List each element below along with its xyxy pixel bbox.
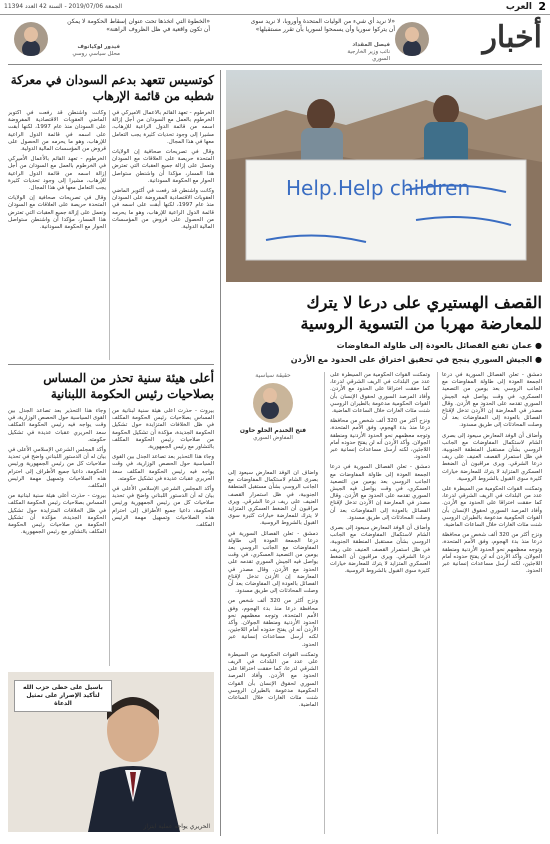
paragraph: وجاء هذا التحذير بعد تصاعد الجدل بين القوى السياسية حول الحصص الوزارية، في وقت يواجه فيه رئيس الحكومة المكلف سعد الحريري عقبات عديدة في تشكيل حكومته.	[112, 454, 214, 482]
photo-sign-text: Help.Help children	[286, 176, 471, 200]
main-photo	[226, 70, 542, 282]
person-photo	[395, 22, 429, 56]
paragraph: ونزح أكثر من 320 ألف شخص من محافظة درعا منذ بدء الهجوم، وفق الأمم المتحدة، وتوجه معظمهم نحو الحدود الأردنية ومنطقة الجولان. وأكد الأردن أنه لن يفتح حدوده أمام اللاجئين، لكنه أرسل مساعدات إنسانية عبر الحدود.	[442, 532, 542, 575]
column-divider	[324, 372, 325, 834]
quote-attribution	[60, 44, 120, 58]
paragraph: دمشق - تعلن الفصائل السورية في درعا الجمعة العودة إلى طاولة المفاوضات مع الجانب الروسي بعد يومين من التصعيد العسكري، في وقت يواصل فيه الجيش السوري تقدمه على الحدود مع الأردن. وقال مصدر في المعارضة إن الأردن تدخل لإقناع الفصائل بالعودة إلى المفاوضات بعد أن وصلت المحادثات إلى طريق مسدود.	[442, 372, 542, 429]
paragraph: بيروت - حذرت أعلى هيئة سنية لبنانية من المساس بصلاحيات رئيس الحكومة المكلف في ظل الخلافات المتزايدة حول تشكيل الحكومة الجديدة، مؤكدة أن تشكيل الحكومة من صلاحيات رئيس الحكومة المكلف بالتشاور مع رئيس الجمهورية.	[112, 408, 214, 451]
issue-info: الجمعة 2019/07/06 - السنة 42 العدد 11394	[4, 3, 122, 10]
quote-text: «لا نريد أي شيء من الوليات المتحدة وأوروبا، لا نريد سوى أن يتركوا سوريا وأن يسمحوا لسوريا بأن تقرر مستقبلها»	[250, 18, 395, 33]
sudan-body-col-1	[112, 110, 214, 360]
paragraph: ونزح أكثر من 320 ألف شخص من محافظة درعا منذ بدء الهجوم، وفق الأمم المتحدة، وتوجه معظمهم نحو الحدود الأردنية ومنطقة الجولان. وأكد الأردن أنه لن يفتح حدوده أمام اللاجئين، لكنه أرسل مساعدات إنسانية عبر الحدود.	[228, 598, 318, 648]
main-body-col-1	[442, 372, 542, 834]
brand-logo: العرب	[505, 2, 532, 12]
paragraph: وتمكنت القوات الحكومية من السيطرة على عدد من البلدات في الريف الشرقي لدرعا، كما حققت اختراقا على الحدود مع الأردن. وأفاد المرصد السوري لحقوق الإنسان بأن القوات الحكومية مدعومة بالطيران الروسي شنت مئات الغارات خلال الساعات الماضية.	[330, 372, 430, 415]
quote-attribution	[330, 42, 390, 63]
photo-caption: الحريري يواجه عملية ابتزاز	[143, 823, 210, 830]
paragraph: وأضاف أن الوفد المعارض سيعود إلى بصرى الشام لاستكمال المفاوضات مع الجانب الروسي بشأن مستقبل المنطقة الجنوبية، في ظل استمرار القصف العنيف على ريف درعا الشرقي. ويرى مراقبون أن الضغط العسكري المتزايد لا يترك للمعارضة خيارات كثيرة سوى القبول بالشروط الروسية.	[442, 432, 542, 482]
page-divider	[220, 70, 221, 836]
paragraph: وقال في تصريحات صحافية إن الولايات المتحدة حريصة على العلاقات مع السودان وتعمل على إزالة جميع العقبات التي تعترض هذا المسار، مؤكدا أن واشنطن ستواصل الحوار مع الحكومة السودانية.	[112, 149, 214, 184]
sidebar-label: حقيقة سياسية	[255, 372, 291, 379]
column-divider	[109, 110, 110, 360]
subhead-1: ● عمان تقنع الفصائل بالعودة إلى طاولة المفاوضات	[242, 340, 542, 351]
paragraph: وأضاف أن الوفد المعارض سيعود إلى بصرى الشام لاستكمال المفاوضات مع الجانب الروسي بشأن مستقبل المنطقة الجنوبية، في ظل استمرار القصف العنيف على ريف درعا الشرقي. ويرى مراقبون أن الضغط العسكري المتزايد لا يترك للمعارضة خيارات كثيرة سوى القبول بالشروط الروسية.	[228, 470, 318, 527]
sidebar-role: المفاوض السوري	[253, 435, 293, 441]
paragraph: وكانت واشنطن قد رفعت في أكتوبر الماضي العقوبات الاقتصادية المفروضة على السودان منذ عام 1997، لكنها أبقت على اسمه في قائمة الدول الراعية للإرهاب، وهو ما يحرمه من الحصول على قروض من المؤسسات المالية الدولية.	[112, 188, 214, 231]
quote-name: فيدور لوكيانوف	[77, 44, 120, 50]
paragraph: وأكد المجلس الشرعي الإسلامي الأعلى في بيان له أن الدستور اللبناني واضح في تحديد صلاحيات كل من رئيس الجمهورية ورئيس الحكومة، داعيا جميع الأطراف إلى احترام هذه الصلاحيات وتسهيل مهمة الرئيس المكلف.	[112, 486, 214, 529]
main-body-col-3	[228, 470, 318, 834]
paragraph: دمشق - تعلن الفصائل السورية في درعا الجمعة العودة إلى طاولة المفاوضات مع الجانب الروسي بعد يومين من التصعيد العسكري، في وقت يواصل فيه الجيش السوري تقدمه على الحدود مع الأردن. وقال مصدر في المعارضة إن الأردن تدخل لإقناع الفصائل بالعودة إلى المفاوضات بعد أن وصلت المحادثات إلى طريق مسدود.	[228, 530, 318, 595]
paragraph: وتمكنت القوات الحكومية من السيطرة على عدد من البلدات في الريف الشرقي لدرعا، كما حققت اختراقا على الحدود مع الأردن. وأفاد المرصد السوري لحقوق الإنسان بأن القوات الحكومية مدعومة بالطيران الروسي شنت مئات الغارات خلال الساعات الماضية.	[228, 651, 318, 709]
lebanon-headline: أعلى هيئة سنية تحذر من المساس بصلاحيات رئيس الحكومة اللبنانية	[43, 371, 214, 401]
top-quote-1	[245, 18, 395, 34]
paragraph: بيروت - حذرت أعلى هيئة سنية لبنانية من المساس بصلاحيات رئيس الحكومة المكلف في ظل الخلافات المتزايدة حول تشكيل الحكومة الجديدة، مؤكدة أن تشكيل الحكومة من صلاحيات رئيس الحكومة المكلف بالتشاور مع رئيس الجمهورية.	[8, 493, 106, 536]
quote-name: فيصل المقداد	[352, 42, 390, 48]
person-photo	[14, 22, 48, 56]
paragraph: الخرطوم - تعهد القائم بالأعمال الأميركي في الخرطوم بالعمل مع السودان من أجل إزالة اسمه من قائمة الدول الراعية للإرهاب، مشيرا إلى وجود تحديات كثيرة يجب التعامل معها في هذا المجال.	[8, 156, 106, 192]
quote-text: «الخطوة التي اتخذها تحت عنوان إسقاط الحكومة لا يمكن أن تكون واقعية في ظل الظروف الراهنة»	[67, 18, 210, 33]
person-photo	[253, 383, 293, 423]
story-rule	[8, 364, 214, 365]
paragraph: دمشق - تعلن الفصائل السورية في درعا الجمعة العودة إلى طاولة المفاوضات مع الجانب الروسي بعد يومين من التصعيد العسكري، في وقت يواصل فيه الجيش السوري تقدمه على الحدود مع الأردن. وقال مصدر في المعارضة إن الأردن تدخل لإقناع الفصائل بالعودة إلى المفاوضات بعد أن وصلت المحادثات إلى طريق مسدود.	[330, 464, 430, 521]
paragraph: وجاء هذا التحذير بعد تصاعد الجدل بين القوى السياسية حول الحصص الوزارية، في وقت يواجه فيه رئيس الحكومة المكلف سعد الحريري عقبات عديدة في تشكيل حكومته.	[8, 408, 106, 443]
main-body-col-2	[330, 372, 430, 834]
pull-quote-text: باسيل على خطى حزب الله لتأكيد الإصرار على تمثيل الدعاة	[23, 684, 103, 707]
paragraph: وتمكنت القوات الحكومية من السيطرة على عدد من البلدات في الريف الشرقي لدرعا، كما حققت اختراقا على الحدود مع الأردن. وأفاد المرصد السوري لحقوق الإنسان بأن القوات الحكومية مدعومة بالطيران الروسي شنت مئات الغارات خلال الساعات الماضية.	[442, 486, 542, 529]
lebanon-body-col-1	[112, 408, 214, 666]
sidebar-quote	[228, 372, 318, 467]
quote-role: نائب وزير الخارجية السوري	[347, 49, 390, 62]
main-headline: القصف الهستيري على درعا لا يترك للمعارضة مهربا من التسوية الروسية	[300, 293, 542, 333]
masthead	[0, 0, 550, 15]
paragraph: الخرطوم - تعهد القائم بالأعمال الأميركي في الخرطوم بالعمل مع السودان من أجل إزالة اسمه من قائمة الدول الراعية للإرهاب، مشيرا إلى وجود تحديات كثيرة يجب التعامل معها في هذا المجال.	[112, 110, 214, 145]
hariri-photo	[8, 672, 214, 832]
column-divider	[437, 372, 438, 834]
header-rule	[8, 64, 542, 65]
children-protest-image	[226, 70, 542, 282]
page-number: 2	[538, 0, 546, 13]
sudan-body-col-2	[8, 110, 106, 360]
lebanon-body-col-2	[8, 408, 106, 666]
sidebar-name: فتح الخندم الحلو حاون	[239, 427, 307, 434]
sudan-headline: كوتسيس تتعهد بدعم السودان في معركة شطبه من قائمة الإرهاب	[10, 73, 214, 103]
paragraph: وكانت واشنطن قد رفعت في أكتوبر الماضي العقوبات الاقتصادية المفروضة على السودان منذ عام 1997، لكنها أبقت على اسمه في قائمة الدول الراعية للإرهاب، وهو ما يحرمه من الحصول على قروض من المؤسسات المالية الدولية.	[8, 110, 106, 153]
section-title: أخبار	[482, 20, 542, 55]
paragraph: وقال في تصريحات صحافية إن الولايات المتحدة حريصة على العلاقات مع السودان وتعمل على إزالة جميع العقبات التي تعترض هذا المسار، مؤكدا أن واشنطن ستواصل الحوار مع الحكومة السودانية.	[8, 195, 106, 231]
paragraph: وأضاف أن الوفد المعارض سيعود إلى بصرى الشام لاستكمال المفاوضات مع الجانب الروسي بشأن مستقبل المنطقة الجنوبية، في ظل استمرار القصف العنيف على ريف درعا الشرقي. ويرى مراقبون أن الضغط العسكري المتزايد لا يترك للمعارضة خيارات كثيرة سوى القبول بالشروط الروسية.	[330, 525, 430, 575]
top-quote-2	[60, 18, 210, 34]
paragraph: وأكد المجلس الشرعي الإسلامي الأعلى في بيان له أن الدستور اللبناني واضح في تحديد صلاحيات كل من رئيس الجمهورية ورئيس الحكومة، داعيا جميع الأطراف إلى احترام هذه الصلاحيات وتسهيل مهمة الرئيس المكلف.	[8, 447, 106, 490]
photo-pull-quote	[14, 680, 112, 712]
subhead-2: ● الجيش السوري ينجح في تحقيق اختراق على الحدود مع الأردن	[242, 354, 542, 365]
quote-role: محلل سياسي روسي	[72, 51, 120, 57]
column-divider	[109, 408, 110, 666]
paragraph: ونزح أكثر من 320 ألف شخص من محافظة درعا منذ بدء الهجوم، وفق الأمم المتحدة، وتوجه معظمهم نحو الحدود الأردنية ومنطقة الجولان. وأكد الأردن أنه لن يفتح حدوده أمام اللاجئين، لكنه أرسل مساعدات إنسانية عبر الحدود.	[330, 418, 430, 461]
